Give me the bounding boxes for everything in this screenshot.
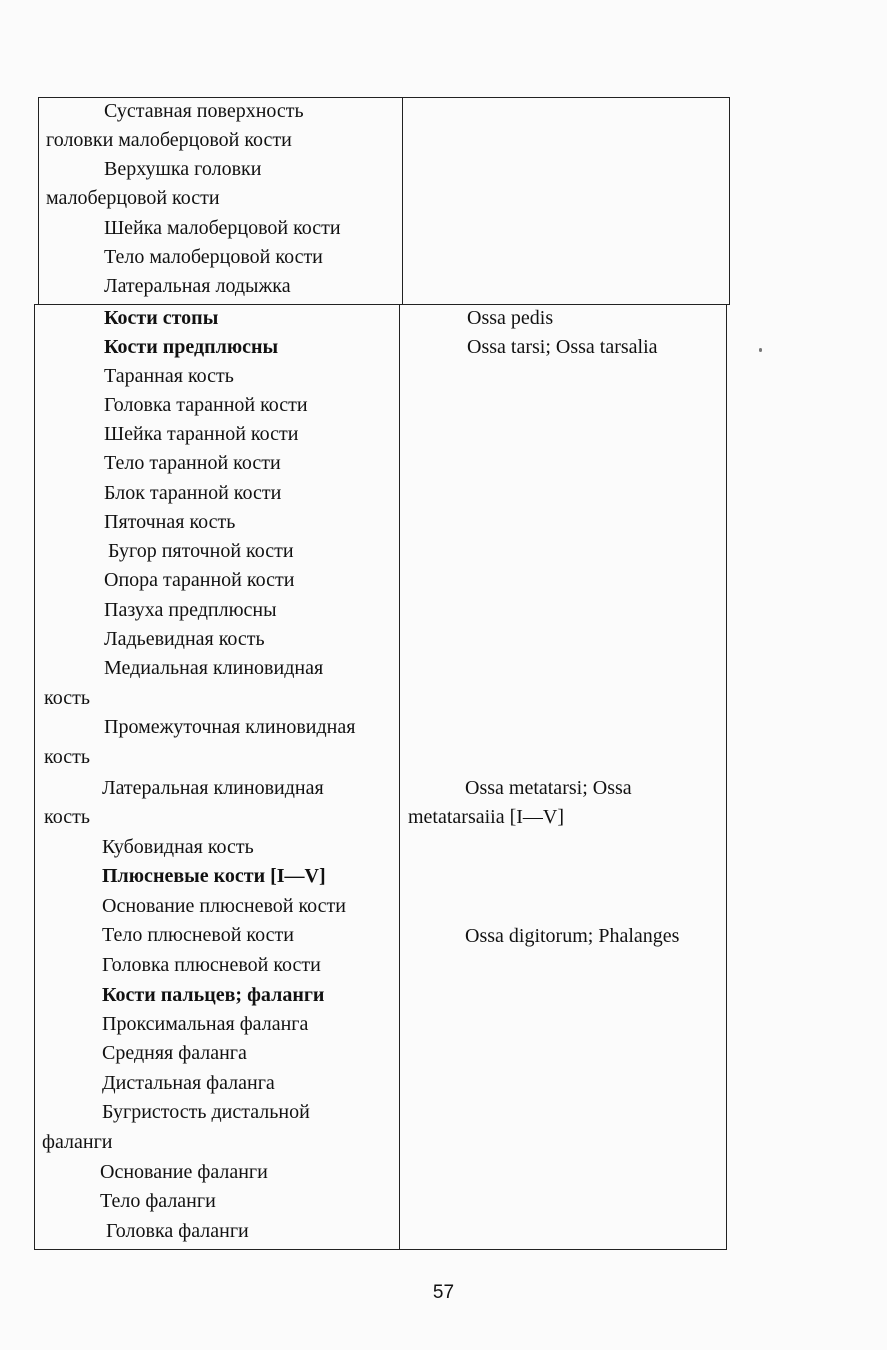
term-line: кость bbox=[44, 806, 90, 828]
term-line: Опора таранной кости bbox=[104, 569, 295, 591]
term-line: Ладьевидная кость bbox=[104, 628, 265, 650]
term-line: Пазуха предплюсны bbox=[104, 599, 277, 621]
term-line: Средняя фаланга bbox=[102, 1042, 247, 1064]
section-heading: Плюсневые кости [I—V] bbox=[102, 865, 326, 887]
term-line: Блок таранной кости bbox=[104, 482, 282, 504]
term-line: Головка таранной кости bbox=[104, 394, 308, 416]
term-line: Дистальная фаланга bbox=[102, 1072, 275, 1094]
table-cell-row1-right bbox=[402, 97, 730, 305]
latin-term: Ossa digitorum; Phalanges bbox=[465, 925, 680, 947]
section-heading: Кости стопы bbox=[104, 307, 219, 329]
term-line: Латеральная лодыжка bbox=[104, 275, 291, 297]
section-heading: Кости предплюсны bbox=[104, 336, 279, 358]
latin-term: Ossa pedis bbox=[467, 307, 554, 329]
latin-term: metatarsaiia [I—V] bbox=[408, 806, 565, 828]
latin-term: Ossa metatarsi; Ossa bbox=[465, 777, 632, 799]
term-line: Кубовидная кость bbox=[102, 836, 254, 858]
term-line: кость bbox=[44, 687, 90, 709]
term-line: Тело малоберцовой кости bbox=[104, 246, 323, 268]
term-line: Медиальная клиновидная bbox=[104, 657, 324, 679]
term-line: Проксимальная фаланга bbox=[102, 1013, 309, 1035]
term-line: Головка фаланги bbox=[106, 1220, 249, 1242]
term-line: Шейка таранной кости bbox=[104, 423, 299, 445]
term-line: Таранная кость bbox=[104, 365, 234, 387]
term-line: Пяточная кость bbox=[104, 511, 236, 533]
term-line: Промежуточная клиновидная bbox=[104, 716, 356, 738]
term-line: Тело таранной кости bbox=[104, 452, 281, 474]
term-line: Суставная поверхность bbox=[104, 100, 304, 122]
term-line: головки малоберцовой кости bbox=[46, 129, 292, 151]
term-line: кость bbox=[44, 746, 90, 768]
term-line: Бугристость дистальной bbox=[102, 1101, 310, 1123]
term-line: Головка плюсневой кости bbox=[102, 954, 321, 976]
term-line: Тело плюсневой кости bbox=[102, 924, 294, 946]
term-line: малоберцовой кости bbox=[46, 187, 220, 209]
term-line: Тело фаланги bbox=[100, 1190, 216, 1212]
page-number: 57 bbox=[432, 1282, 455, 1303]
term-line: Верхушка головки bbox=[104, 158, 262, 180]
latin-term: Ossa tarsi; Ossa tarsalia bbox=[467, 336, 658, 358]
scan-speck bbox=[759, 348, 762, 352]
term-line: Основание фаланги bbox=[100, 1161, 268, 1183]
term-line: Латеральная клиновидная bbox=[102, 777, 324, 799]
term-line: фаланги bbox=[42, 1131, 113, 1153]
section-heading: Кости пальцев; фаланги bbox=[102, 984, 325, 1006]
term-line: Шейка малоберцовой кости bbox=[104, 217, 341, 239]
term-line: Основание плюсневой кости bbox=[102, 895, 346, 917]
term-line: Бугор пяточной кости bbox=[108, 540, 294, 562]
